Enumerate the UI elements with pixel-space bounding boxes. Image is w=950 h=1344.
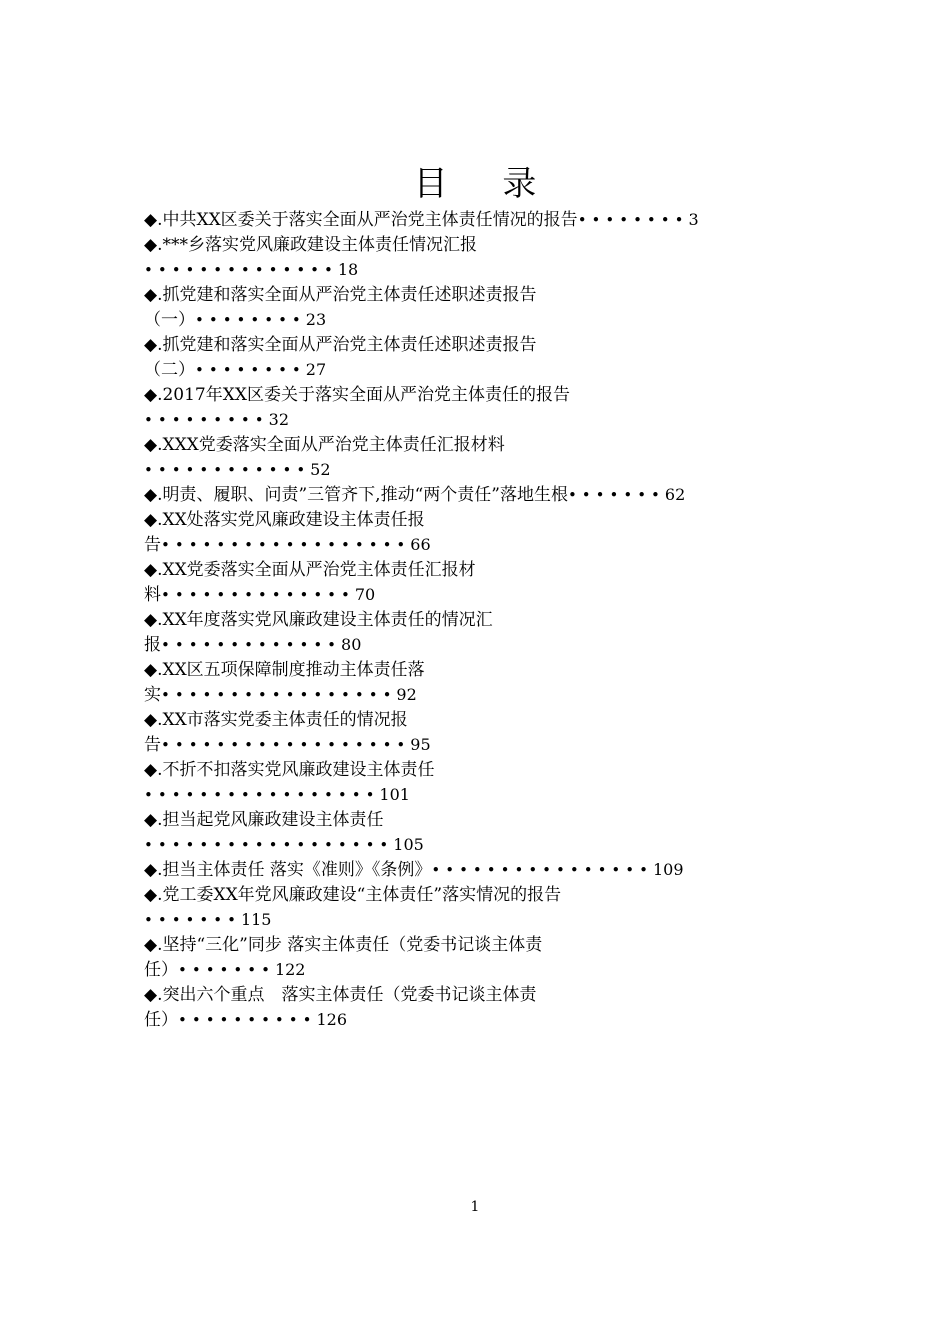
toc-page-number: 27 (305, 360, 327, 379)
toc-entry-text: ◆.不折不扣落实党风廉政建设主体责任 (144, 760, 435, 780)
toc-page-number: 62 (664, 485, 686, 504)
toc-entry[interactable] (144, 982, 824, 1032)
toc-entry-line (144, 557, 824, 582)
toc-entry-text: ◆.***乡落实党风廉政建设主体责任情况汇报 (144, 235, 477, 255)
toc-entry-line (144, 382, 824, 407)
toc-entry[interactable] (144, 232, 824, 282)
toc-page-number: 95 (410, 735, 431, 754)
toc-entry[interactable] (144, 657, 824, 707)
toc-entry-continuation (144, 682, 824, 707)
toc-leader-dots: ••••••• (144, 911, 241, 929)
toc-page-number: 122 (274, 960, 306, 979)
toc-entry-continuation (144, 907, 824, 932)
toc-entry[interactable] (144, 507, 824, 557)
toc-page-number: 23 (305, 310, 327, 329)
toc-entry-line (144, 707, 824, 732)
toc-leader-dots: ••••••••••••••••• (144, 786, 380, 804)
toc-page-number: 101 (379, 785, 410, 804)
toc-page-number: 126 (316, 1010, 348, 1029)
toc-entry[interactable] (144, 382, 824, 432)
toc-page-number: 80 (341, 635, 362, 654)
toc-entry-text: ◆.担当起党风廉政建设主体责任 (144, 810, 384, 830)
toc-entry-line (144, 232, 824, 257)
toc-leader-dots: ••••••••• (144, 411, 269, 429)
toc-leader-dots: •••••••••• (178, 1011, 317, 1029)
toc-entry-line (144, 507, 824, 532)
toc-entry-text: ◆.XX市落实党委主体责任的情况报 (144, 710, 408, 730)
toc-entry-continuation (144, 257, 824, 282)
toc-entry-text: ◆.XXX党委落实全面从严治党主体责任汇报材料 (144, 435, 505, 455)
toc-entry-text: ◆.XX区五项保障制度推动主体责任落 (144, 660, 425, 680)
toc-page-number: 32 (268, 410, 289, 429)
toc-entry-continuation (144, 357, 824, 382)
toc-entry-line (144, 932, 824, 957)
toc-entry-line (144, 882, 824, 907)
toc-page-number: 3 (688, 210, 699, 229)
toc-entry-text: ◆.党工委XX年党风廉政建设“主体责任”落实情况的报告 (144, 885, 562, 905)
toc-entry-line (144, 207, 824, 232)
toc-entry-text: ◆.担当主体责任 落实《准则》《条例》 (144, 860, 432, 880)
toc-entry-continuation (144, 307, 824, 332)
toc-page-number: 70 (354, 585, 376, 604)
toc-entry[interactable] (144, 607, 824, 657)
toc-page-number: 115 (240, 910, 272, 929)
toc-leader-dots: •••••••••••••••••• (161, 536, 411, 554)
toc-entry-text: ◆.2017年XX区委关于落实全面从严治党主体责任的报告 (144, 385, 570, 405)
toc-page-number: 109 (652, 860, 684, 879)
toc-entry-line (144, 332, 824, 357)
toc-entry-continuation (144, 582, 824, 607)
toc-leader-dots: •••••••••••••••• (431, 861, 653, 879)
toc-entry-text: 报 (144, 635, 161, 655)
toc-entry-continuation (144, 957, 824, 982)
toc-entry-continuation (144, 457, 824, 482)
toc-entry-text: 料 (144, 585, 161, 605)
toc-entry[interactable] (144, 857, 824, 882)
toc-entry[interactable] (144, 207, 824, 232)
page-title: 目 录 (413, 164, 559, 204)
toc-leader-dots: ••••••••••••••••• (161, 686, 397, 704)
toc-page-number: 18 (337, 260, 359, 279)
toc-leader-dots: ••••••• (178, 961, 275, 979)
toc-page-number: 105 (393, 835, 424, 854)
toc-entry-text: ◆.中共XX区委关于落实全面从严治党主体责任情况的报告 (144, 210, 578, 230)
toc-entry-continuation (144, 632, 824, 657)
toc-leader-dots: •••••••••••••••••• (144, 836, 394, 854)
toc-page-number: 52 (310, 460, 331, 479)
toc-entry-line (144, 657, 824, 682)
toc-entry-line (144, 432, 824, 457)
toc-entry-text: （二） (144, 360, 195, 380)
toc-entry-text: 任） (144, 960, 178, 980)
toc-entry[interactable] (144, 932, 824, 982)
toc-entry-continuation (144, 532, 824, 557)
toc-entry-continuation (144, 732, 824, 757)
toc-entry-continuation (144, 782, 824, 807)
toc-entry-text: ◆.明责、履职、问责”三管齐下,推动“两个责任”落地生根 (144, 485, 568, 505)
toc-entry-text: ◆.抓党建和落实全面从严治党主体责任述职述责报告 (144, 285, 537, 305)
toc-entry[interactable] (144, 432, 824, 482)
toc-leader-dots: •••••••••••••••••• (161, 736, 411, 754)
toc-entry-line (144, 607, 824, 632)
toc-page-number: 66 (410, 535, 431, 554)
toc-entry-line (144, 982, 824, 1007)
toc-leader-dots: •••••••••••••• (144, 261, 338, 279)
toc-leader-dots: •••••••••••• (144, 461, 311, 479)
toc-leader-dots: •••••••• (577, 211, 689, 229)
toc-entry-line (144, 807, 824, 832)
toc-entry-text: ◆.抓党建和落实全面从严治党主体责任述职述责报告 (144, 335, 537, 355)
toc-entry-line (144, 282, 824, 307)
toc-entry-text: ◆.坚持“三化”同步 落实主体责任（党委书记谈主体责 (144, 935, 543, 955)
toc-entry-continuation (144, 832, 824, 857)
toc-entry-text: （一） (144, 310, 195, 330)
toc-entry-text: 任） (144, 1010, 178, 1030)
toc-entry-text: 实 (144, 685, 161, 705)
toc-entry-text: ◆.突出六个重点 落实主体责任（党委书记谈主体责 (144, 985, 537, 1005)
toc-entry-continuation (144, 1007, 824, 1032)
toc-leader-dots: •••••••• (195, 311, 306, 329)
toc-entry-text: 告 (144, 535, 161, 555)
toc-leader-dots: •••••••••••••• (161, 586, 355, 604)
toc-entry[interactable] (144, 882, 824, 932)
toc-entry-text: ◆.XX处落实党风廉政建设主体责任报 (144, 510, 425, 530)
table-of-contents (144, 207, 824, 1032)
toc-entry[interactable] (144, 707, 824, 757)
toc-entry-text: ◆.XX党委落实全面从严治党主体责任汇报材 (144, 560, 476, 580)
toc-entry[interactable] (144, 757, 824, 807)
toc-leader-dots: ••••••••••••• (161, 636, 342, 654)
toc-entry-continuation (144, 407, 824, 432)
toc-leader-dots: •••••••• (195, 361, 306, 379)
toc-entry-line (144, 857, 824, 882)
toc-page-number: 92 (396, 685, 417, 704)
toc-entry-text: 告 (144, 735, 161, 755)
toc-entry[interactable] (144, 332, 824, 382)
toc-entry-line (144, 482, 824, 507)
toc-entry[interactable] (144, 482, 824, 507)
toc-leader-dots: ••••••• (567, 486, 665, 504)
toc-entry-line (144, 757, 824, 782)
toc-entry[interactable] (144, 807, 824, 857)
toc-entry-text: ◆.XX年度落实党风廉政建设主体责任的情况汇 (144, 610, 493, 630)
page-number: 1 (470, 1199, 480, 1215)
toc-entry[interactable] (144, 282, 824, 332)
toc-entry[interactable] (144, 557, 824, 607)
